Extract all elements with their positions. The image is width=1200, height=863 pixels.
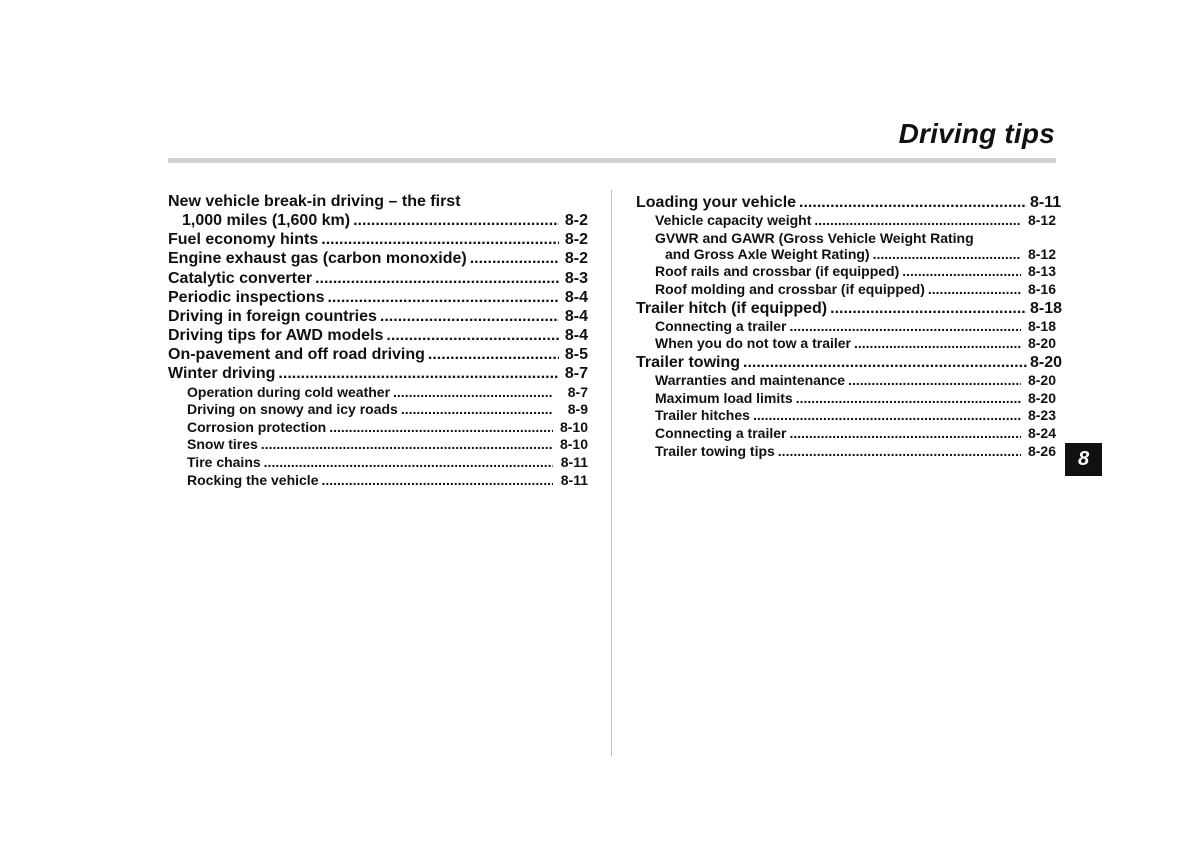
toc-entry-page: 8-7 [567, 383, 588, 400]
toc-entry[interactable] [168, 288, 588, 307]
leader-dots [753, 407, 1021, 425]
toc-entry-page: 8-4 [564, 327, 588, 345]
toc-entry-label: Trailer hitch (if equipped) [636, 299, 828, 317]
toc-entry-page: 8-11 [1030, 193, 1062, 211]
toc-entry[interactable] [168, 230, 588, 249]
toc-entry-label: Connecting a trailer [655, 424, 787, 441]
chapter-tab-badge[interactable]: 8 [1065, 443, 1102, 476]
leader-dots [428, 345, 559, 364]
toc-entry[interactable] [636, 193, 1062, 212]
toc-entry-label: Warranties and maintenance [655, 372, 846, 389]
leader-dots [321, 230, 559, 249]
toc-list [168, 230, 588, 489]
toc-entry[interactable] [168, 307, 588, 326]
toc-entry-page: 8-4 [564, 288, 588, 306]
leader-dots [401, 401, 553, 419]
toc-entry-label: Driving on snowy and icy roads [187, 401, 398, 418]
toc-entry-page: 8-5 [564, 346, 588, 364]
toc-entry[interactable] [636, 318, 1056, 336]
toc-entry-label: Driving in foreign countries [168, 307, 377, 325]
toc-entry[interactable] [168, 384, 588, 402]
toc-entry-label: Driving tips for AWD models [168, 327, 384, 345]
leader-dots [353, 211, 559, 230]
toc-entry-page: 8-24 [1027, 424, 1056, 441]
toc-entry-page: 8-4 [564, 307, 588, 325]
toc-right-column [636, 193, 1063, 460]
toc-entry-page: 8-12 [1027, 245, 1056, 262]
leader-dots [789, 318, 1021, 336]
toc-entry-page: 8-10 [559, 436, 588, 453]
toc-entry-page: 8-20 [1027, 372, 1056, 389]
toc-entry-label: Rocking the vehicle [187, 471, 319, 488]
toc-entry[interactable] [168, 326, 588, 345]
leader-dots [261, 436, 553, 454]
leader-dots [789, 425, 1021, 443]
leader-dots [902, 263, 1021, 281]
toc-entry-page: 8-2 [564, 211, 588, 229]
column-divider [611, 190, 612, 756]
toc-entry-page: 8-20 [1030, 353, 1063, 371]
toc-entry[interactable] [168, 345, 588, 364]
toc-entry-label: When you do not tow a trailer [655, 335, 851, 352]
toc-entry-page: 8-11 [560, 454, 588, 471]
toc-entry-page: 8-20 [1027, 389, 1056, 406]
toc-entry-label: Corrosion protection [187, 418, 327, 435]
leader-dots [873, 246, 1021, 264]
toc-entry-label: Operation during cold weather [187, 383, 391, 400]
toc-entry-heading[interactable]: New vehicle break-in driving – the first [168, 193, 461, 210]
toc-entry-page: 8-2 [564, 231, 588, 249]
toc-entry-page: 8-26 [1027, 442, 1056, 459]
toc-entry-label: Snow tires [187, 436, 258, 453]
toc-entry-page: 8-11 [560, 471, 588, 488]
toc-entry-page: 8-23 [1027, 407, 1056, 424]
leader-dots [848, 372, 1021, 390]
toc-entry-page: 8-2 [564, 250, 588, 268]
leader-dots [329, 419, 553, 437]
leader-dots [315, 269, 559, 288]
toc-entry-label: Loading your vehicle [636, 193, 797, 211]
toc-entry-page: 8-7 [564, 365, 588, 383]
toc-entry-label: Trailer towing tips [655, 442, 775, 459]
leader-dots [321, 472, 553, 490]
toc-entry-label: Vehicle capacity weight [655, 212, 812, 229]
toc-entry-heading[interactable]: GVWR and GAWR (Gross Vehicle Weight Rating [655, 229, 974, 246]
toc-entry[interactable] [636, 212, 1056, 230]
toc-left-column [168, 193, 588, 489]
toc-entry-label: Fuel economy hints [168, 231, 319, 249]
toc-entry[interactable] [636, 263, 1056, 281]
toc-entry[interactable] [636, 390, 1056, 408]
leader-dots [854, 335, 1021, 353]
toc-entry-page: 8-9 [567, 401, 588, 418]
toc-list [636, 263, 1063, 460]
toc-entry-label: Connecting a trailer [655, 317, 787, 334]
leader-dots [830, 299, 1027, 318]
toc-entry-page: 8-12 [1027, 212, 1056, 229]
toc-entry-page: 8-18 [1030, 299, 1063, 317]
toc-entry-page: 8-10 [559, 418, 588, 435]
leader-dots [743, 353, 1027, 372]
toc-list [636, 193, 1062, 230]
toc-entry-label: Maximum load limits [655, 389, 793, 406]
toc-entry[interactable] [636, 246, 1056, 264]
leader-dots [928, 281, 1021, 299]
leader-dots [278, 364, 559, 383]
toc-entry[interactable] [168, 269, 588, 288]
toc-entry-page: 8-13 [1027, 263, 1056, 280]
toc-entry-label: On-pavement and off road driving [168, 346, 425, 364]
leader-dots [393, 384, 553, 402]
leader-dots [814, 212, 1021, 230]
toc-entry[interactable] [168, 249, 588, 268]
toc-entry[interactable] [168, 401, 588, 419]
toc-entry[interactable] [168, 419, 588, 437]
leader-dots [264, 454, 553, 472]
toc-entry[interactable] [636, 407, 1056, 425]
toc-entry-page: 8-20 [1027, 335, 1056, 352]
toc-entry-page: 8-3 [564, 269, 588, 287]
toc-entry[interactable] [636, 425, 1056, 443]
leader-dots [470, 249, 559, 268]
toc-entry-label: Winter driving [168, 365, 276, 383]
toc-entry[interactable] [636, 372, 1056, 390]
toc-entry-page: 8-18 [1027, 317, 1056, 334]
toc-entry-label: and Gross Axle Weight Rating) [665, 245, 870, 262]
toc-entry[interactable] [168, 454, 588, 472]
toc-entry-label: 1,000 miles (1,600 km) [182, 211, 351, 229]
toc-entry[interactable] [636, 335, 1056, 353]
toc-entry[interactable] [168, 436, 588, 454]
toc-entry-label: Trailer towing [636, 353, 741, 371]
toc-entry[interactable] [636, 353, 1063, 372]
toc-entry-label: Roof rails and crossbar (if equipped) [655, 263, 900, 280]
chapter-title: Driving tips [898, 118, 1055, 149]
leader-dots [327, 288, 559, 307]
title-rule [168, 158, 1056, 163]
toc-entry-label: Tire chains [187, 454, 261, 471]
toc-entry[interactable] [168, 472, 588, 490]
toc-entry[interactable] [168, 211, 588, 230]
toc-entry-label: Catalytic converter [168, 269, 313, 287]
toc-entry-label: Periodic inspections [168, 288, 325, 306]
leader-dots [799, 193, 1027, 212]
leader-dots [778, 443, 1021, 461]
toc-entry-label: Roof molding and crossbar (if equipped) [655, 280, 925, 297]
toc-entry[interactable] [168, 365, 588, 384]
toc-entry-label: Trailer hitches [655, 407, 750, 424]
toc-entry[interactable] [636, 299, 1063, 318]
toc-entry-label: Engine exhaust gas (carbon monoxide) [168, 250, 467, 268]
toc-entry[interactable] [636, 443, 1056, 461]
leader-dots [796, 390, 1021, 408]
leader-dots [380, 307, 559, 326]
toc-entry[interactable] [636, 281, 1056, 299]
leader-dots [386, 326, 559, 345]
toc-entry-page: 8-16 [1027, 280, 1056, 297]
